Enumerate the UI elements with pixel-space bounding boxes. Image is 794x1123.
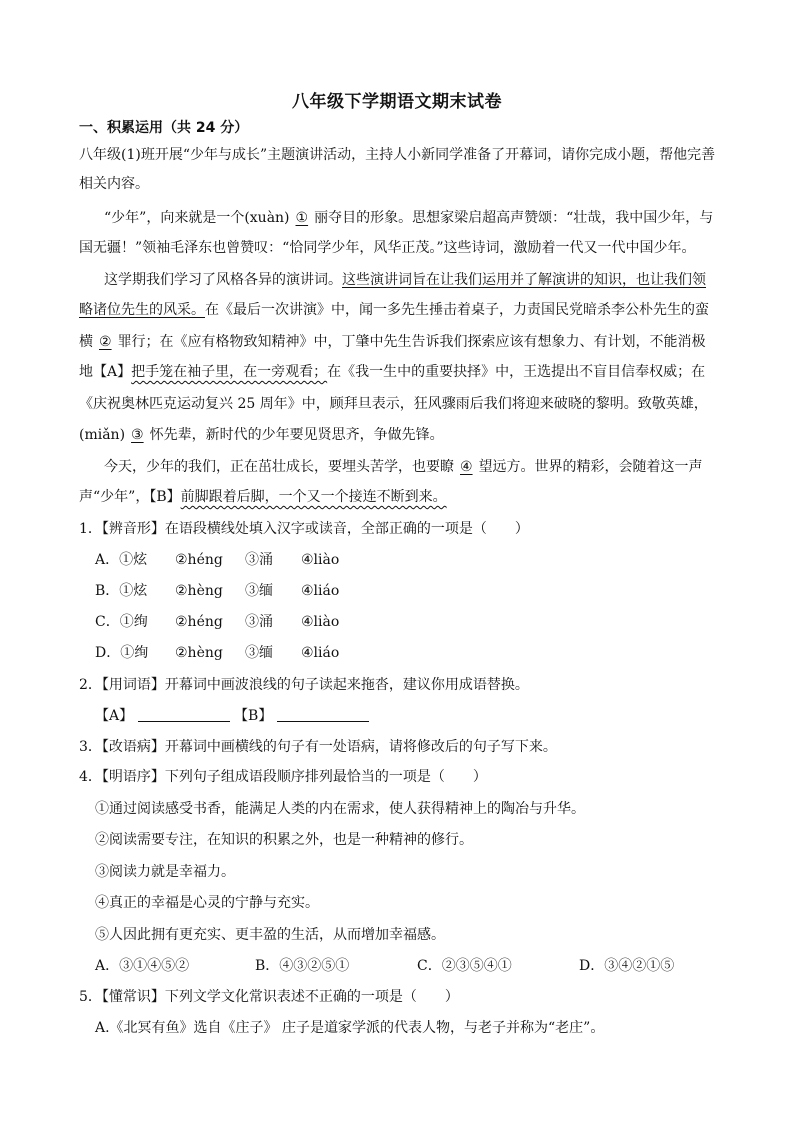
blank-3: ③ xyxy=(131,427,144,443)
q4-option-d[interactable]: D．③④②①⑤ xyxy=(579,958,675,974)
q1-b-1: B．①炫 xyxy=(95,583,148,599)
question-1-option-a[interactable] xyxy=(95,550,339,570)
para2-line-5: 《庆祝奥林匹克运动复兴 25 周年》中，顾拜旦表示，狂风骤雨后我们将迎来破晓的黎明。致敬英雄， xyxy=(79,396,708,412)
answer-blank-a[interactable] xyxy=(138,707,230,722)
intro-line-1: 八年级(1)班开展“少年与成长”主题演讲活动，主持人小新同学准备了开幕词，请你完成小题，帮他完善 xyxy=(79,147,716,163)
para3-text-a: 今天，少年的我们，正在茁壮成长，要埋头苦学，也要瞭 xyxy=(104,459,454,475)
para2-line-4 xyxy=(79,362,705,382)
para2-line-2 xyxy=(79,300,709,320)
q4-item-1: ①通过阅读感受书香，能满足人类的内在需求，使人获得精神上的陶冶与升华。 xyxy=(95,801,585,817)
q4-item-3: ③阅读力就是幸福力。 xyxy=(95,864,235,880)
q4-item-4: ④真正的幸福是心灵的宁静与充实。 xyxy=(95,895,319,911)
q1-b-4: ④liáo xyxy=(301,583,340,599)
para2-text-a: 这学期我们学习了风格各异的演讲词。 xyxy=(104,272,342,288)
q4-option-b[interactable]: B．④③②⑤① xyxy=(255,958,350,974)
q1-a-2: ②héng xyxy=(175,552,223,568)
answer-blank-b[interactable] xyxy=(277,707,369,722)
para3-line-1 xyxy=(104,457,703,477)
para2-line-6 xyxy=(79,425,444,445)
q1-a-3: ③涌 xyxy=(245,552,273,568)
question-1-option-b[interactable] xyxy=(95,581,339,601)
question-2-answers xyxy=(95,706,369,726)
page-title: 八年级下学期语文期末试卷 xyxy=(292,92,502,112)
q1-c-3: ③涌 xyxy=(245,614,273,630)
q4-item-2: ②阅读需要专注，在知识的积累之外，也是一种精神的修行。 xyxy=(95,832,473,848)
q1-b-3: ③缅 xyxy=(245,583,273,599)
underlined-sentence-part-1: 这些演讲词旨在让我们运用并了解演讲的知识，也让我们领 xyxy=(342,272,706,288)
para2-text-c2: 罪行；在《应有格物致知精神》中，丁肇中先生告诉我们探索应该有想象力、有计划，不能消极 xyxy=(117,334,706,350)
para2-line-3 xyxy=(79,332,706,352)
para3-line-2 xyxy=(79,487,447,507)
para1-line-2: 国无疆！”领袖毛泽东也曾赞叹：“恰同学少年，风华正茂。”这些诗词，激励着一代又一代中国少年。 xyxy=(79,240,696,256)
para2-text-b: 在《最后一次讲演》中，闻一多先生捶击着桌子，力责国民党暗杀李公朴先生的蛮 xyxy=(205,302,709,318)
section-heading: 一、积累运用（共 24 分） xyxy=(79,120,249,136)
para1-line-1 xyxy=(104,208,713,228)
para1-text-a: “少年”，向来就是一个(xuàn) xyxy=(104,210,290,226)
q1-a-4: ④liào xyxy=(301,552,340,568)
para1-text-b: 丽夺目的形象。思想家梁启超高声赞颂：“壮哉，我中国少年，与 xyxy=(314,210,714,226)
question-2-stem: 2．【用词语】开幕词中画波浪线的句子读起来拖沓，建议你用成语替换。 xyxy=(79,677,529,693)
q1-a-1: A．①炫 xyxy=(95,552,148,568)
para2-text-d1: 地【A】 xyxy=(79,364,132,380)
para3-text-a2: 望远方。世界的精彩，会随着这一声 xyxy=(478,459,703,475)
q4-option-c[interactable]: C．②③⑤④① xyxy=(417,958,512,974)
question-1-option-c[interactable] xyxy=(95,612,339,632)
q4-item-5: ⑤人因此拥有更充实、更丰盈的生活，从而增加幸福感。 xyxy=(95,927,445,943)
q1-c-1: C．①绚 xyxy=(95,614,148,630)
question-3-stem: 3．【改语病】开幕词中画横线的句子有一处语病，请将修改后的句子写下来。 xyxy=(79,739,557,755)
para2-text-f1: (miǎn) xyxy=(79,427,126,443)
para3-text-b1: 声“少年”，【B】 xyxy=(79,489,181,505)
para2-text-f2: 怀先辈，新时代的少年要见贤思齐，争做先锋。 xyxy=(149,427,444,443)
wavy-sentence-b: 前脚跟着后脚，一个又一个接连不断到来。 xyxy=(180,489,447,505)
blank-4: ④ xyxy=(460,459,473,475)
underlined-sentence-part-2: 略诸位先生的风采。 xyxy=(79,302,205,318)
q1-b-2: ②hèng xyxy=(175,583,223,599)
question-1-stem: 1．【辨音形】在语段横线处填入汉字或读音，全部正确的一项是（ ） xyxy=(79,521,529,537)
wavy-sentence-a: 把手笼在袖子里，在一旁观看； xyxy=(131,364,328,380)
blank-1: ① xyxy=(295,210,309,226)
q1-d-4: ④liáo xyxy=(301,645,340,661)
question-5-stem: 5．【懂常识】下列文学文化常识表述不正确的一项是（ ） xyxy=(79,989,459,1005)
question-4-options xyxy=(95,956,674,976)
question-4-stem: 4．【明语序】下列句子组成语段顺序排列最恰当的一项是（ ） xyxy=(79,769,487,785)
q2-label-b: 【B】 xyxy=(234,708,273,724)
intro-line-2: 相关内容。 xyxy=(79,176,149,192)
para2-line-1 xyxy=(104,270,706,290)
q1-d-3: ③缅 xyxy=(245,645,273,661)
q2-label-a: 【A】 xyxy=(95,708,134,724)
question-1-option-d[interactable] xyxy=(95,643,339,663)
para2-text-c1: 横 xyxy=(79,334,93,350)
q1-c-4: ④liào xyxy=(301,614,340,630)
q1-d-1: D．①绚 xyxy=(95,645,149,661)
question-5-option-a[interactable]: A.《北冥有鱼》选自《庄子》 庄子是道家学派的代表人物，与老子并称为“老庄”。 xyxy=(95,1020,605,1036)
para2-text-d2: 在《我一生中的重要抉择》中，王选提出不盲目信奉权威；在 xyxy=(327,364,706,380)
q1-c-2: ②héng xyxy=(175,614,223,630)
q4-option-a[interactable]: A．③①④⑤② xyxy=(95,958,190,974)
blank-2: ② xyxy=(99,334,112,350)
q1-d-2: ②hèng xyxy=(175,645,223,661)
